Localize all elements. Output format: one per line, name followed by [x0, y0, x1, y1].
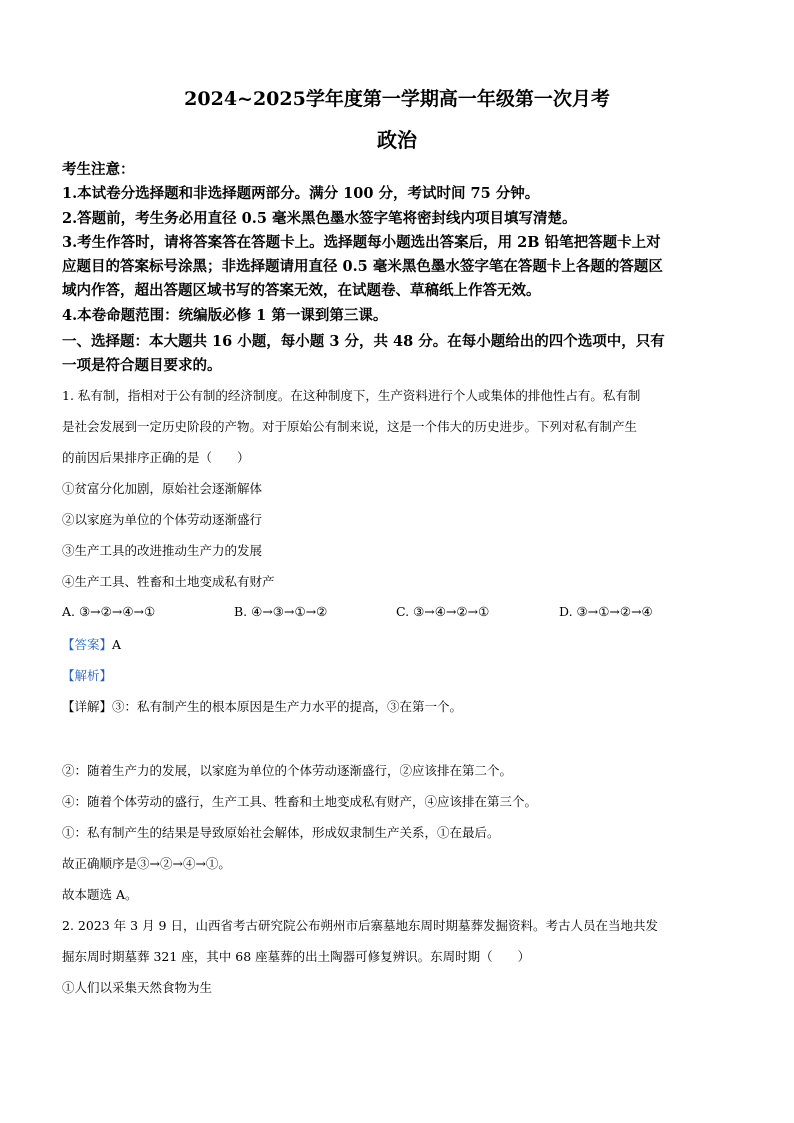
notice-line: 2.答题前，考生务必用直径 0.5 毫米黑色墨水签字笔将密封线内项目填写清楚。: [62, 209, 577, 227]
detail-text: ③：私有制产生的根本原因是生产力水平的提高，③在第一个。: [112, 699, 463, 714]
q1-stem-line: 是社会发展到一定历史阶段的产物。对于原始公有制来说，这是一个伟大的历史进步。下列对私有制产生: [62, 419, 638, 434]
q1-stem-line: 1. 私有制，指相对于公有制的经济制度。在这种制度下，生产资料进行个人或集体的排他性占有。私有制: [62, 388, 641, 403]
section-line: 一项是符合题目要求的。: [62, 357, 222, 375]
q2-item: ①人们以采集天然食物为生: [62, 980, 213, 995]
exam-title: 2024~2025学年度第一学期高一年级第一次月考: [184, 88, 610, 110]
q1-item: ②以家庭为单位的个体劳动逐渐盛行: [62, 512, 263, 527]
q1-detail: [62, 697, 462, 715]
q1-answer: [62, 635, 121, 653]
q1-conclusion: 故正确顺序是③→②→④→①。: [62, 856, 231, 871]
q1-options: [62, 604, 742, 624]
q1-item: ③生产工具的改进推动生产力的发展: [62, 543, 263, 558]
q2-stem-line: 掘东周时期墓葬 321 座，其中 68 座墓葬的出土陶器可修复辨识。东周时期（ ）: [62, 949, 531, 964]
notice-line: 域内作答，超出答题区域书写的答案无效，在试题卷、草稿纸上作答无效。: [62, 282, 541, 300]
answer-tag: 【答案】: [62, 637, 113, 652]
notice-block: [62, 158, 742, 328]
q1-analysis: [62, 666, 112, 684]
subject-title: 政治: [377, 128, 417, 152]
option-b[interactable]: B. ④→③→①→②: [234, 604, 328, 619]
section-heading: [62, 330, 742, 379]
q2-stem-line: 2. 2023 年 3 月 9 日，山西省考古研究院公布朔州市后寨墓地东周时期墓葬发掘资料。考古人员在当地共发: [62, 918, 658, 933]
detail-tag: 【详解】: [62, 699, 113, 714]
option-c[interactable]: C. ③→④→②→①: [396, 604, 490, 619]
notice-line: 3.考生作答时，请将答案答在答题卡上。选择题每小题选出答案后，用 2B 铅笔把答题卡上对: [62, 233, 661, 251]
notice-heading: 考生注意：: [62, 161, 135, 178]
notice-line: 应题目的答案标号涂黑；非选择题请用直径 0.5 毫米黑色墨水签字笔在答题卡上各题的答题区: [62, 258, 663, 276]
q1-detail-line: ②：随着生产力的发展，以家庭为单位的个体劳动逐渐盛行，②应该排在第二个。: [62, 763, 513, 778]
q1-stem-line: 的前因后果排序正确的是（ ）: [62, 450, 250, 465]
section-line: 一、选择题：本大题共 16 小题，每小题 3 分，共 48 分。在每小题给出的四个选项中，只有: [62, 333, 665, 350]
notice-line: 4.本卷命题范围：统编版必修 1 第一课到第三课。: [62, 306, 388, 324]
q1-detail-line: ④：随着个体劳动的盛行，生产工具、牲畜和土地变成私有财产，④应该排在第三个。: [62, 794, 538, 809]
q1-conclusion: 故本题选 A。: [62, 887, 138, 902]
q1-item: ④生产工具、牲畜和土地变成私有财产: [62, 574, 275, 589]
option-d[interactable]: D. ③→①→②→④: [559, 604, 653, 619]
q1-detail-line: ①：私有制产生的结果是导致原始社会解体，形成奴隶制生产关系，①在最后。: [62, 825, 500, 840]
analysis-tag: 【解析】: [62, 668, 113, 683]
notice-line: 1.本试卷分选择题和非选择题两部分。满分 100 分，考试时间 75 分钟。: [62, 185, 540, 203]
option-a[interactable]: A. ③→②→④→①: [62, 604, 156, 619]
answer-value: A: [112, 637, 122, 652]
q1-item: ①贫富分化加剧，原始社会逐渐解体: [62, 481, 263, 496]
